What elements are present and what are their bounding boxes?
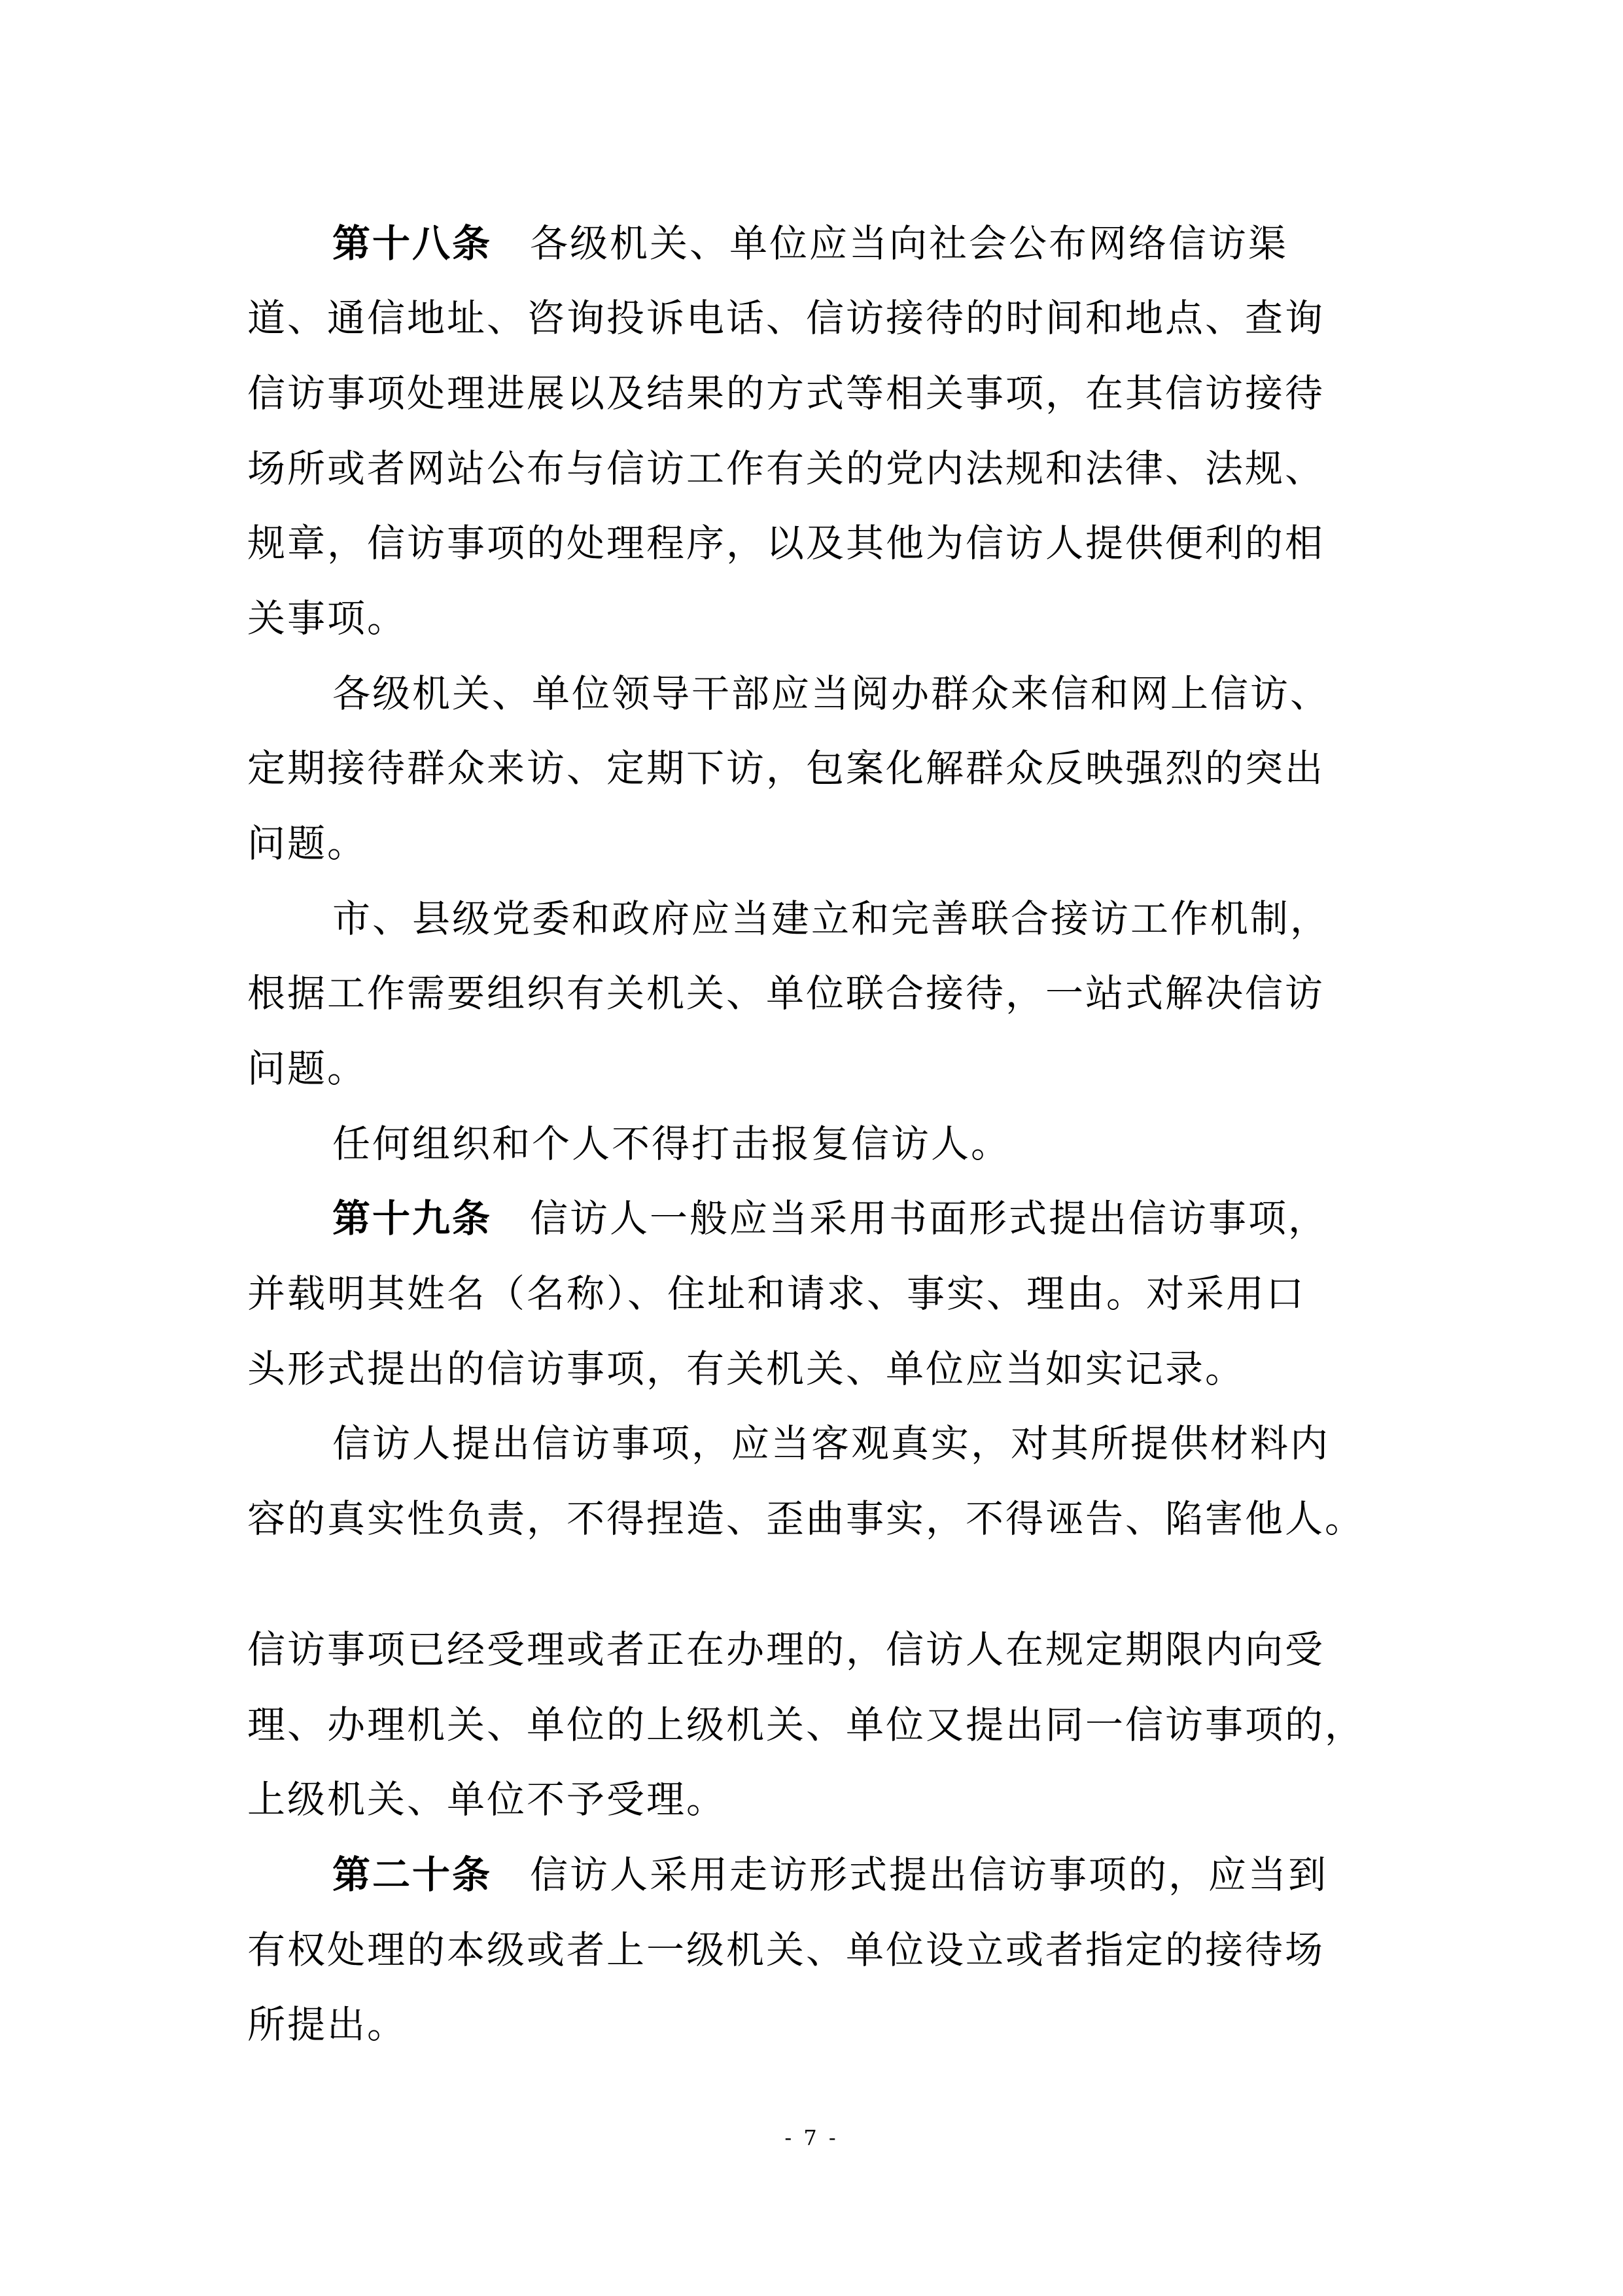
article-19-para3-line-2: 理、办理机关、单位的上级机关、单位又提出同一信访事项的， bbox=[247, 1703, 1365, 1747]
article-18-para3-line-1: 市、县级党委和政府应当建立和完善联合接访工作机制， bbox=[332, 896, 1331, 941]
article-18-line-1 bbox=[332, 220, 1288, 267]
article-19-heading: 第十九条 bbox=[332, 1196, 493, 1241]
article-20-text: 信访人采用走访形式提出信访事项的，应当到 bbox=[530, 1852, 1329, 1897]
article-18-para3-line-2: 根据工作需要组织有关机关、单位联合接待，一站式解决信访 bbox=[247, 971, 1325, 1016]
article-18-para4-line-1: 任何组织和个人不得打击报复信访人。 bbox=[332, 1122, 1011, 1166]
article-19-para3-line-1: 信访事项已经受理或者正在办理的，信访人在规定期限内向受 bbox=[247, 1627, 1325, 1672]
article-19-line-1 bbox=[332, 1195, 1328, 1242]
article-19-line-3: 头形式提出的信访事项，有关机关、单位应当如实记录。 bbox=[247, 1347, 1246, 1391]
article-19-para3-line-3: 上级机关、单位不予受理。 bbox=[247, 1777, 727, 1822]
article-18-text: 各级机关、单位应当向社会公布网络信访渠 bbox=[530, 221, 1289, 266]
article-18-line-3: 信访事项处理进展以及结果的方式等相关事项，在其信访接待 bbox=[247, 371, 1325, 415]
article-20-heading: 第二十条 bbox=[332, 1852, 493, 1897]
article-19-text: 信访人一般应当采用书面形式提出信访事项， bbox=[530, 1196, 1329, 1241]
page-number: - 7 - bbox=[784, 2125, 839, 2150]
article-19-para2-line-1: 信访人提出信访事项，应当客观真实，对其所提供材料内 bbox=[332, 1421, 1331, 1466]
article-18-para2-line-1: 各级机关、单位领导干部应当阅办群众来信和网上信访、 bbox=[332, 671, 1331, 716]
article-18-heading: 第十八条 bbox=[332, 221, 493, 266]
article-20-line-3: 所提出。 bbox=[247, 2002, 408, 2047]
article-18-para2-line-2: 定期接待群众来访、定期下访，包案化解群众反映强烈的突出 bbox=[247, 746, 1325, 790]
article-18-para3-line-3: 问题。 bbox=[247, 1046, 368, 1091]
article-19-para2-line-2: 容的真实性负责，不得捏造、歪曲事实，不得诬告、陷害他人。 bbox=[247, 1496, 1365, 1541]
article-18-line-2: 道、通信地址、咨询投诉电话、信访接待的时间和地点、查询 bbox=[247, 296, 1325, 340]
article-18-line-4: 场所或者网站公布与信访工作有关的党内法规和法律、法规、 bbox=[247, 446, 1325, 491]
article-20-line-1 bbox=[332, 1851, 1328, 1898]
article-18-line-5: 规章，信访事项的处理程序，以及其他为信访人提供便利的相 bbox=[247, 521, 1325, 565]
article-19-line-2: 并载明其姓名（名称）、住址和请求、事实、理由。对采用口 bbox=[247, 1271, 1306, 1316]
article-18-line-6: 关事项。 bbox=[247, 596, 408, 641]
article-20-line-2: 有权处理的本级或者上一级机关、单位设立或者指定的接待场 bbox=[247, 1928, 1325, 1972]
article-18-para2-line-3: 问题。 bbox=[247, 821, 368, 866]
